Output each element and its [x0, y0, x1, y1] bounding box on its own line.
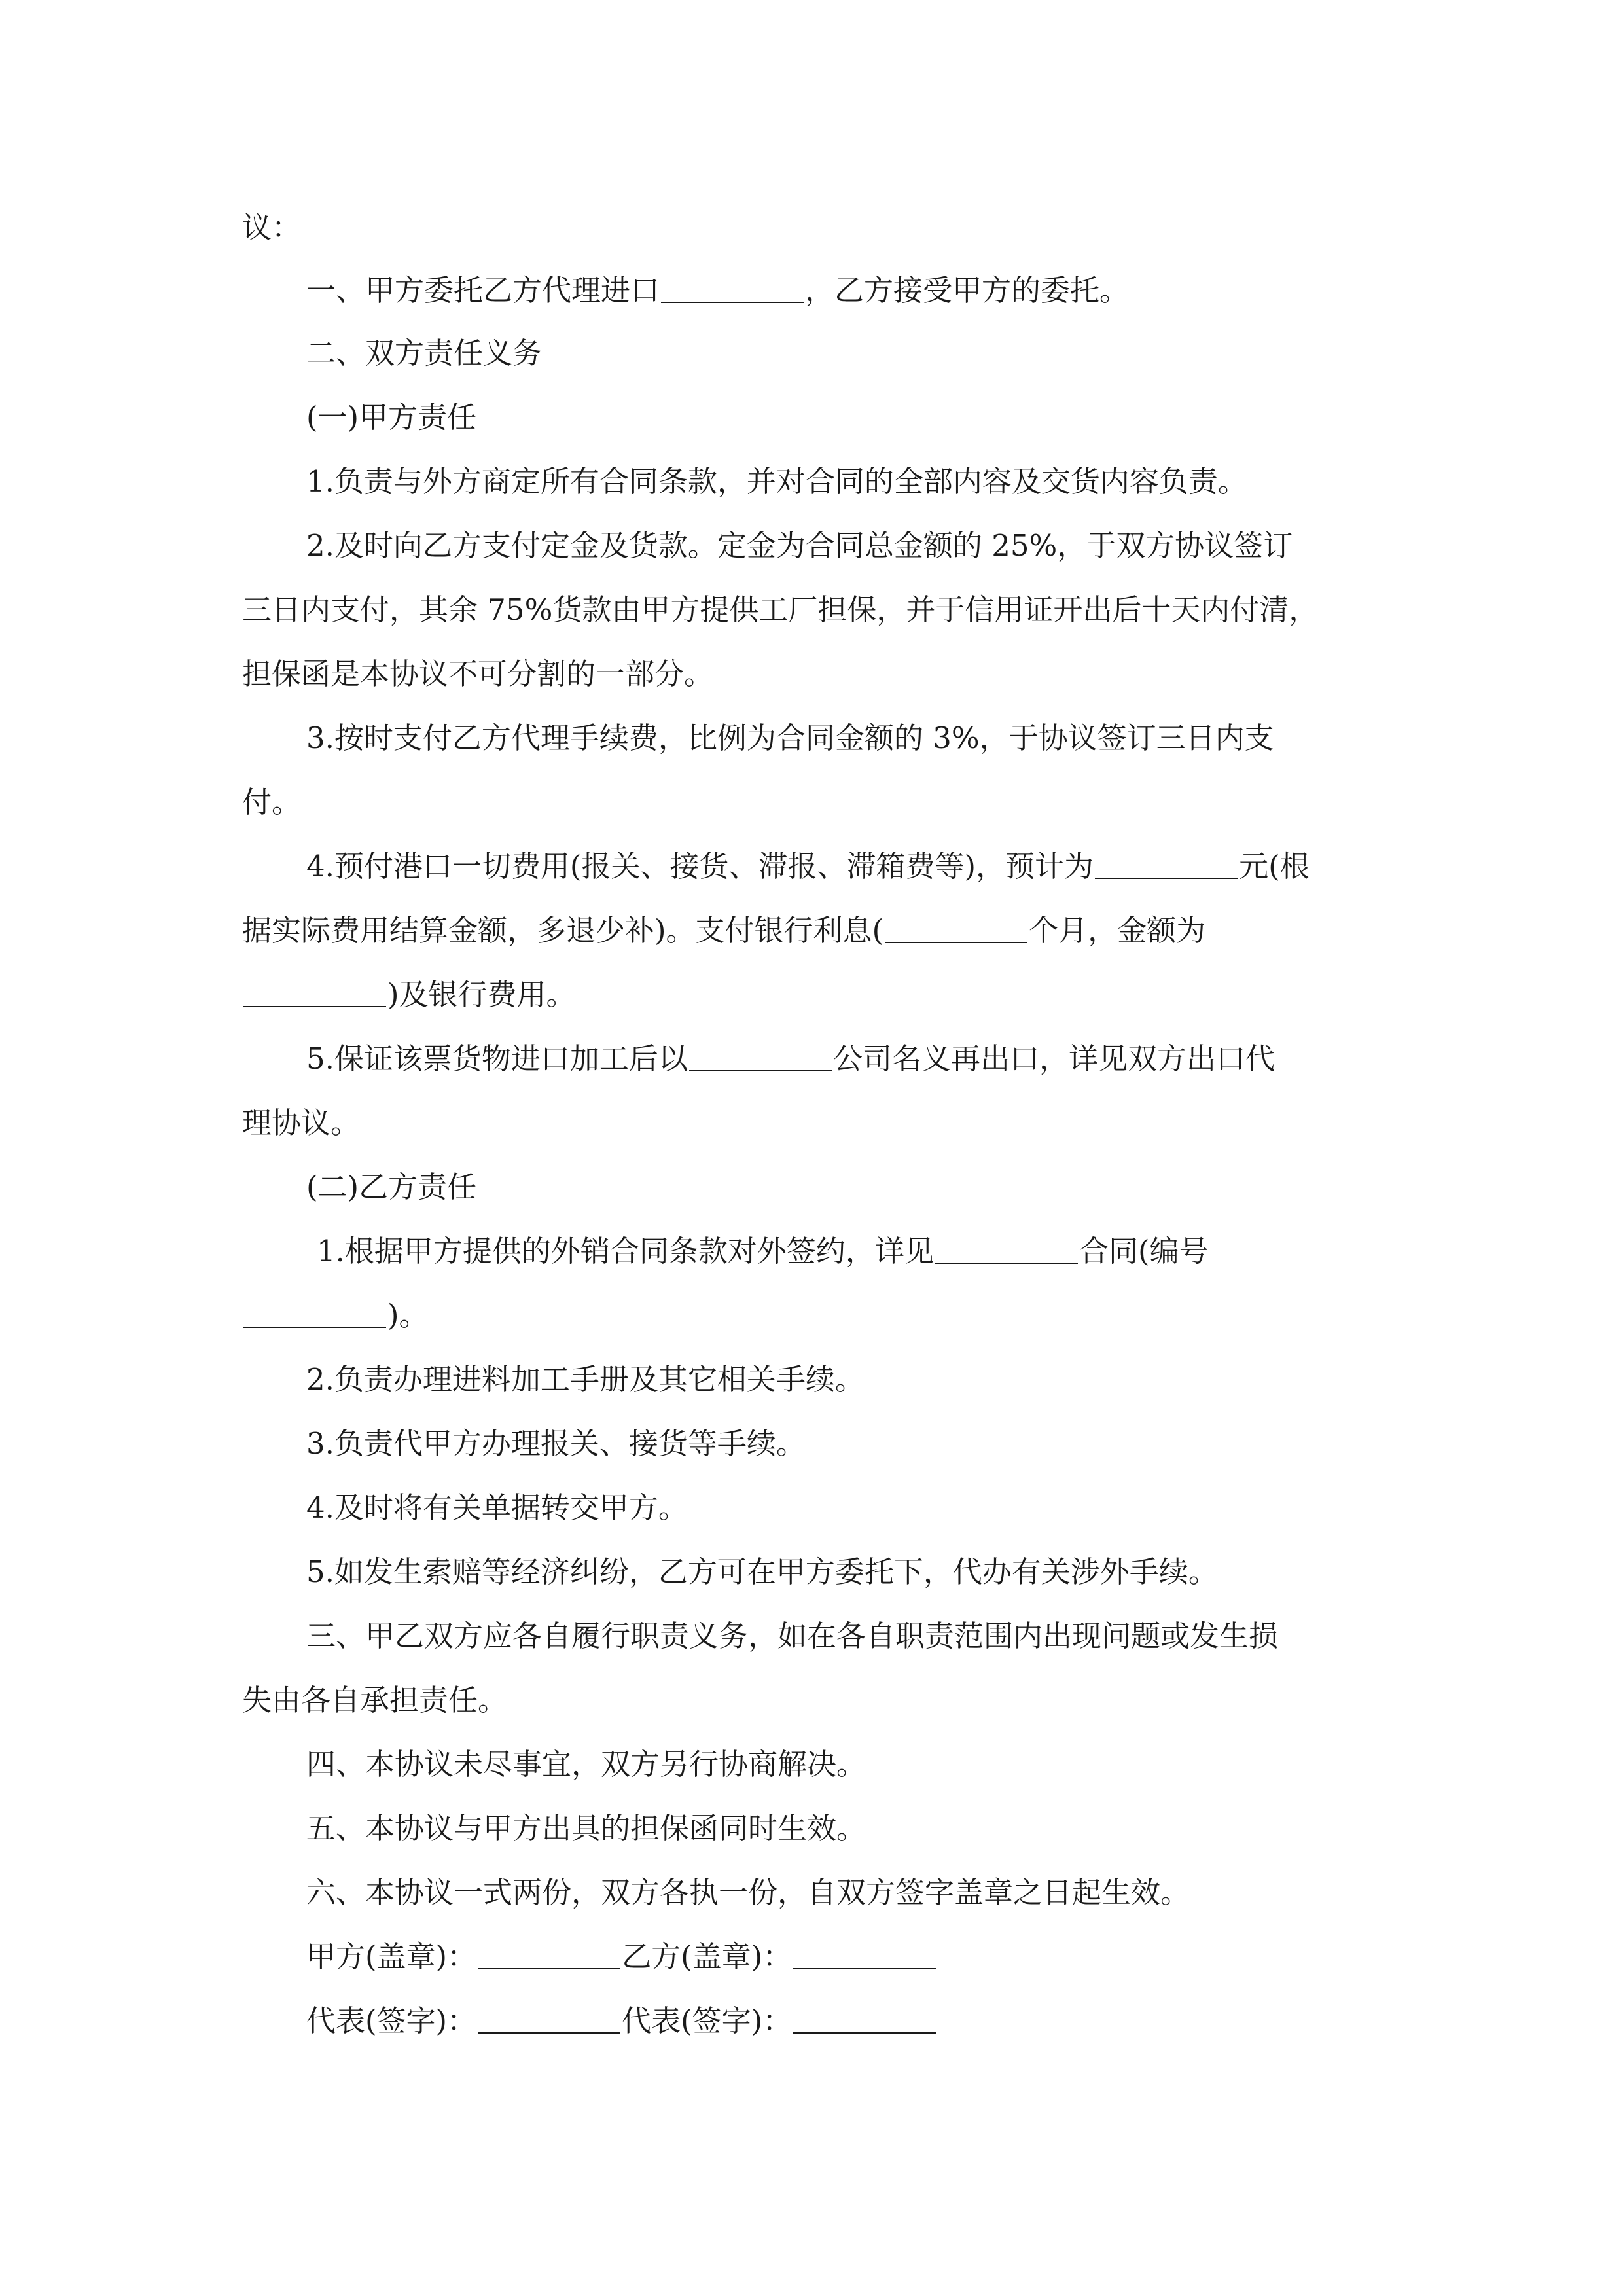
- party-a-item-1: [306, 462, 1247, 501]
- line-text: 失由各自承担责任。: [242, 1683, 508, 1717]
- party-b-rep-blank: [793, 2031, 936, 2034]
- line-text: 1.负责与外方商定所有合同条款，并对合同的全部内容及交货内容负责。: [306, 464, 1247, 499]
- line-text: 2.及时向乙方支付定金及货款。定金为合同总金额的 25%，于双方协议签订: [306, 528, 1293, 563]
- line-text: 三日内支付，其余 75%货款由甲方提供工厂担保，并于信用证开出后十天内付清，: [242, 592, 1319, 627]
- clause-4: [306, 1745, 866, 1784]
- line-text: 3.负责代甲方办理报关、接货等手续。: [306, 1426, 806, 1461]
- text-line: [242, 1296, 429, 1335]
- text-line: [242, 590, 1318, 630]
- line-text: 1.根据甲方提供的外销合同条款对外签约，详见: [317, 1234, 934, 1268]
- line-text: 元(根: [1239, 849, 1310, 884]
- line-text: 三、甲乙双方应各自履行职责义务，如在各自职责范围内出现问题或发生损: [306, 1619, 1279, 1653]
- line-text: ，乙方接受甲方的委托。: [805, 273, 1130, 308]
- party-a-item-3: [306, 719, 1274, 758]
- line-text: 担保函是本协议不可分割的一部分。: [242, 656, 714, 691]
- text-line: [242, 975, 576, 1014]
- line-text: 3.按时支付乙方代理手续费，比例为合同金额的 3%，于协议签订三日内支: [306, 721, 1274, 755]
- line-text: )。: [387, 1298, 429, 1333]
- line-text: 一、甲方委托乙方代理进口: [306, 273, 660, 308]
- text-line: [242, 783, 301, 822]
- line-text: 合同(编号: [1079, 1234, 1209, 1268]
- party-b-item-4: [306, 1488, 688, 1528]
- line-text: 2.负责办理进料加工手册及其它相关手续。: [306, 1362, 865, 1397]
- fill-blank: [243, 1005, 386, 1007]
- line-text: 二、双方责任义务: [306, 336, 543, 370]
- text-line: [242, 911, 1205, 950]
- party-a-item-4: [306, 847, 1310, 886]
- clause-6: [306, 1873, 1190, 1912]
- party-a-rep-label: 代表(签字)：: [306, 2003, 477, 2038]
- party-b-rep-label: 代表(签字)：: [622, 2003, 793, 2038]
- section-party-b-heading: [306, 1168, 476, 1207]
- line-text: 五、本协议与甲方出具的担保函同时生效。: [306, 1811, 866, 1846]
- party-a-item-2: [306, 526, 1293, 565]
- line-text: (一)甲方责任: [306, 400, 477, 435]
- fill-blank: [935, 1261, 1078, 1264]
- line-text: 议：: [242, 210, 302, 245]
- line-text: 付。: [242, 785, 302, 819]
- party-a-seal-label: 甲方(盖章)：: [306, 1939, 477, 1974]
- clause-1: [306, 271, 1129, 310]
- clause-3: [306, 1617, 1278, 1656]
- fill-blank: [689, 1069, 832, 1071]
- party-b-seal-blank: [793, 1967, 936, 1969]
- party-a-rep-blank: [478, 2031, 620, 2034]
- text-line: [242, 655, 713, 694]
- line-text: 4.及时将有关单据转交甲方。: [306, 1490, 688, 1525]
- line-text: 个月，金额为: [1029, 913, 1206, 948]
- signature-seal-row: [306, 1937, 937, 1977]
- line-text: 据实际费用结算金额，多退少补)。支付银行利息(: [242, 913, 884, 948]
- party-b-item-5: [306, 1552, 1218, 1592]
- signature-rep-row: [306, 2001, 937, 2041]
- party-b-item-1: [317, 1232, 1209, 1271]
- party-b-seal-label: 乙方(盖章)：: [622, 1939, 793, 1974]
- fill-blank: [661, 300, 804, 303]
- line-text: 四、本协议未尽事宜，双方另行协商解决。: [306, 1747, 866, 1782]
- line-text: 4.预付港口一切费用(报关、接货、滞报、滞箱费等)，预计为: [306, 849, 1094, 884]
- party-b-item-2: [306, 1360, 865, 1399]
- fill-blank: [885, 941, 1027, 943]
- line-text: 公司名义再出口，详见双方出口代: [832, 1041, 1275, 1076]
- line-text: 六、本协议一式两份，双方各执一份，自双方签字盖章之日起生效。: [306, 1875, 1190, 1910]
- line-text: 5.保证该票货物进口加工后以: [306, 1041, 688, 1076]
- line-text: 理协议。: [242, 1105, 361, 1140]
- fill-blank: [243, 1325, 386, 1328]
- text-line: [242, 1681, 507, 1720]
- party-a-item-5: [306, 1039, 1275, 1079]
- clause-2-heading: [306, 334, 542, 373]
- clause-5: [306, 1809, 866, 1848]
- party-b-item-3: [306, 1424, 806, 1463]
- section-party-a-heading: [306, 398, 476, 437]
- fill-blank: [1095, 876, 1238, 879]
- line-text: (二)乙方责任: [306, 1170, 477, 1204]
- line-text: 5.如发生索赔等经济纠纷，乙方可在甲方委托下，代办有关涉外手续。: [306, 1554, 1218, 1589]
- party-a-seal-blank: [478, 1967, 620, 1969]
- line-text: )及银行费用。: [387, 977, 576, 1012]
- text-line: [242, 208, 301, 247]
- text-line: [242, 1103, 360, 1143]
